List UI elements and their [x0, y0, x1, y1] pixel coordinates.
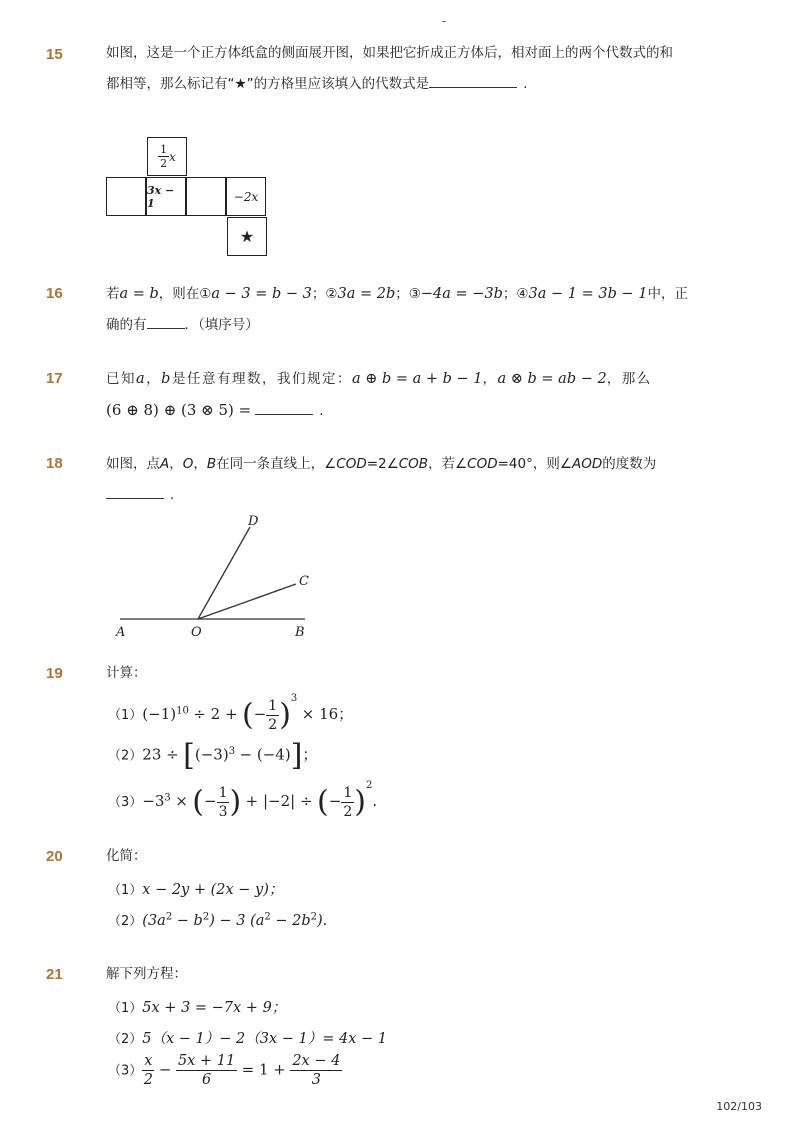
q17-p1: 已知 [106, 371, 136, 387]
net-cell-blank [186, 177, 226, 216]
q19-sub1 [108, 693, 353, 734]
q16-m2: a − 3 = b − 3 [211, 286, 312, 302]
q19-s3-e: − [328, 792, 342, 810]
ray-OC [198, 584, 296, 619]
net-cell-star: ★ [227, 217, 267, 256]
q20-s2-label: （2） [108, 914, 143, 929]
q16-p4: ；③ [395, 286, 421, 302]
q21-s3-n3: 2x − 4 [292, 1053, 341, 1069]
net-top-numerator: 1 [160, 143, 168, 156]
q19-s3-exp2: 2 [365, 780, 373, 791]
q18-c1: ， [169, 456, 183, 472]
q17-p2: 是任意有理数，我们规定： [171, 371, 352, 387]
question-18-text [106, 449, 726, 511]
q19-s1-num: 1 [268, 697, 278, 714]
q20-title: 化简： [106, 848, 147, 864]
q16-line2 [106, 310, 726, 341]
q21-s3-n2: 5x + 11 [177, 1053, 236, 1069]
q18-B: B [206, 456, 217, 472]
q19-s2-label: （2） [108, 748, 143, 764]
question-number-15: 15 [46, 46, 63, 63]
label-C: C [299, 574, 309, 589]
q17-m3: (6 ⊕ 8) ⊕ (3 ⊗ 5) = [106, 401, 252, 419]
q16-m3: 3a = 2b [337, 286, 396, 302]
q19-s3-a: −3 [142, 792, 165, 810]
q21-sub3 [108, 1052, 342, 1089]
q17-m2: a ⊗ b = ab − 2 [497, 371, 607, 387]
question-number-16: 16 [46, 285, 63, 302]
q18-cob: COB [398, 456, 429, 472]
q16-m5: 3a − 1 = 3b − 1 [528, 286, 648, 302]
ray-OD [198, 527, 250, 619]
q18-p1: 如图，点 [106, 456, 160, 472]
q18-cod2: COD [467, 456, 498, 472]
q20-s1: x − 2y + (2x − y)； [142, 882, 284, 898]
paren-close: ) [279, 697, 291, 733]
q17-comma: ， [146, 371, 162, 387]
q18-p2: 在同一条直线上，∠ [216, 456, 337, 472]
q21-s3-label: （3） [108, 1063, 143, 1079]
q19-s1-den: 2 [268, 716, 278, 733]
question-15-text [106, 38, 726, 100]
q20-s1-label: （1） [108, 883, 143, 898]
q18-c2: ， [193, 456, 207, 472]
q20-s2-d: − 2b [270, 913, 311, 929]
q21-s3-n1: x [144, 1053, 153, 1069]
paren-open: ( [192, 784, 204, 820]
q21-s3-d3: 3 [311, 1072, 321, 1088]
q19-s1-frac [266, 697, 279, 734]
q19-s2-a: 23 ÷ [142, 745, 179, 764]
question-number-19: 19 [46, 665, 63, 682]
q21-s1-label: （1） [108, 1001, 143, 1016]
question-number-20: 20 [46, 848, 63, 865]
q21-s2: 5（x − 1）− 2（3x − 1）= 4x − 1 [142, 1031, 388, 1047]
q16-p2: ，则在① [158, 286, 212, 302]
q19-s1-c: − [253, 705, 267, 723]
q16-m4: −4a = −3b [420, 286, 503, 302]
q20-sub2 [108, 910, 327, 929]
paren-open: ( [241, 697, 254, 733]
question-number-21: 21 [46, 966, 63, 983]
paren-close: ) [354, 784, 366, 820]
q15-end: . [523, 76, 528, 92]
q18-p5: =40°，则∠ [497, 456, 572, 472]
q19-s3-frac2 [341, 784, 354, 821]
q21-sub2 [108, 1027, 387, 1048]
q19-s3-den2: 2 [343, 803, 353, 820]
q19-s3-end: . [372, 792, 378, 810]
page-number: 102/103 [716, 1100, 762, 1113]
q19-s1-exp: 3 [290, 693, 298, 704]
net-cell-top [147, 137, 187, 176]
q18-line1 [106, 449, 726, 480]
label-D: D [248, 514, 259, 529]
q18-p6: 的度数为 [602, 456, 657, 472]
q16-p3: ；② [311, 286, 338, 302]
q19-s3-c: − [203, 792, 217, 810]
q19-sub3 [108, 780, 377, 821]
q17-line1 [106, 364, 726, 395]
net-top-fraction [158, 143, 169, 170]
q19-s3-b: × [175, 792, 188, 810]
q21-s3-d2: 6 [201, 1072, 212, 1088]
q18-O: O [182, 456, 194, 472]
q18-aod: AOD [571, 456, 603, 472]
q17-comma2: ， [482, 371, 498, 387]
q20-s2-c: ) − 3 (a [209, 913, 265, 929]
q16-line1 [106, 279, 726, 310]
q20-s2-b-exp: 2 [202, 911, 210, 923]
q20-s2-b: − b [172, 913, 203, 929]
answer-blank-15 [429, 73, 517, 88]
q18-cod: COD [336, 456, 367, 472]
q19-s1-a: (−1) [142, 705, 177, 723]
q19-s3-num: 1 [218, 784, 228, 801]
q19-s1-label: （1） [108, 708, 143, 723]
q18-end: . [170, 487, 175, 503]
q17-m1: a ⊕ b = a + b − 1 [351, 371, 483, 387]
q17-a: a [136, 371, 147, 387]
q16-line2-text: 确的有 [106, 317, 147, 333]
answer-blank-16 [147, 314, 185, 329]
q19-s3-den: 3 [218, 803, 228, 820]
q15-line2-text: 都相等，那么标记有“★”的方格里应该填入的代数式是 [106, 76, 430, 92]
q20-s2-d-exp: 2 [310, 911, 318, 923]
q16-p6: 中，正 [647, 286, 688, 302]
label-B: B [295, 625, 305, 640]
net-cell-right: −2x [226, 177, 266, 216]
q21-s3-frac1 [142, 1052, 154, 1089]
net-cell-mid: 3x − 1 [146, 177, 186, 216]
q21-s1: 5x + 3 = −7x + 9； [142, 1000, 287, 1016]
q21-s3-eq: = 1 + [241, 1060, 286, 1079]
q21-s2-label: （2） [108, 1032, 143, 1047]
q17-end: . [319, 403, 324, 419]
label-A: A [116, 625, 126, 640]
q19-s3-num2: 1 [343, 784, 353, 801]
q16-m1: a = b [119, 286, 159, 302]
q19-s1-a-exp: 10 [176, 705, 189, 717]
q19-s2-c: − (−4) [239, 745, 291, 764]
q16-p1: 若 [106, 286, 120, 302]
q20-s2-a-exp: 2 [165, 911, 173, 923]
top-mark: - [442, 14, 447, 28]
paren-open: ( [317, 784, 329, 820]
q15-line1: 如图，这是一个正方体纸盒的侧面展开图，如果把它折成正方体后，相对面上的两个代数式的和 [106, 45, 673, 61]
q21-sub1 [108, 996, 286, 1017]
label-O: O [191, 625, 202, 640]
q20-s2-end: ). [317, 913, 328, 929]
q21-s3-frac2 [176, 1052, 237, 1089]
q21-s3-frac3 [290, 1052, 342, 1089]
q18-p4: ，若∠ [428, 456, 468, 472]
question-17-text [106, 364, 726, 427]
q19-sub2 [108, 738, 317, 773]
q19-s3-a-exp: 3 [164, 792, 171, 804]
question-number-17: 17 [46, 370, 63, 387]
q20-sub1 [108, 878, 283, 899]
q19-s3-label: （3） [108, 795, 143, 810]
paren-close: ) [229, 784, 242, 820]
question-16-text [106, 279, 726, 341]
net-cell-left [106, 177, 146, 216]
net-top-var: x [169, 149, 176, 164]
q16-line2-end: ．（填序号） [184, 317, 259, 333]
q21-title: 解下列方程： [106, 966, 187, 982]
q19-s1-d: × 16； [301, 705, 354, 723]
q15-line2 [106, 69, 726, 100]
q18-A: A [160, 456, 170, 472]
angle-figure [100, 505, 340, 650]
q19-title: 计算： [106, 665, 147, 681]
q19-s3-d: + |−2| ÷ [245, 792, 313, 810]
q17-p3: ，那么 [606, 371, 652, 387]
bracket-open: [ [183, 738, 195, 773]
question-number-18: 18 [46, 455, 63, 472]
q17-line2 [106, 395, 726, 427]
q16-p5: ；④ [502, 286, 529, 302]
bracket-close: ] [290, 738, 303, 773]
q19-s2-b-exp: 3 [228, 745, 236, 757]
q19-s2-end: ； [302, 745, 318, 764]
q18-p3: =2∠ [366, 456, 399, 472]
answer-blank-17 [255, 400, 313, 415]
answer-blank-18 [106, 484, 164, 499]
q21-s3-d1: 2 [143, 1072, 153, 1088]
q21-s3-minus: − [158, 1060, 172, 1079]
q19-s3-frac1 [217, 784, 230, 821]
q17-b: b [161, 371, 172, 387]
q20-s2-c-exp: 2 [264, 911, 271, 923]
q19-s1-b: ÷ 2 + [193, 705, 238, 723]
net-top-denominator: 2 [160, 157, 168, 170]
q20-s2-a: (3a [142, 913, 166, 929]
q19-s2-b: (−3) [194, 745, 229, 764]
